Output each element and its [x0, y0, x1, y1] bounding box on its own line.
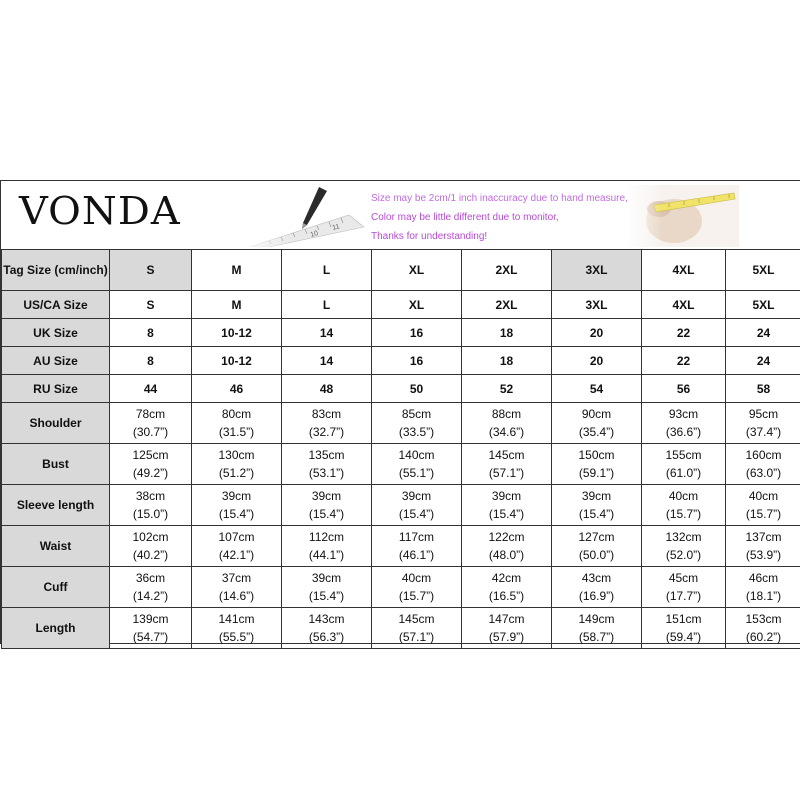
size-cell: 24: [726, 319, 800, 347]
cm-value: 36cm: [135, 571, 166, 585]
size-cell: L: [282, 250, 372, 291]
inch-value: (57.1”): [488, 466, 525, 480]
measuring-tape-hand-illustration: [629, 185, 739, 247]
size-cell: M: [192, 250, 282, 291]
measure-cell: [642, 526, 726, 567]
cm-value: 130cm: [218, 448, 255, 462]
measure-cell: [282, 608, 372, 649]
cm-value: 145cm: [488, 448, 525, 462]
measure-cell: [462, 567, 552, 608]
measure-cell: [110, 526, 192, 567]
measure-cell: [462, 444, 552, 485]
measure-cell: [282, 567, 372, 608]
inch-value: (55.5”): [218, 630, 255, 644]
size-cell: 5XL: [726, 291, 800, 319]
cm-value: 46cm: [748, 571, 779, 585]
size-cell: M: [192, 291, 282, 319]
cm-value: 102cm: [132, 530, 169, 544]
measure-cell: [372, 403, 462, 444]
measure-cell: [110, 608, 192, 649]
size-cell: 14: [282, 347, 372, 375]
inch-value: (54.7”): [132, 630, 169, 644]
measure-cell: [726, 485, 800, 526]
measure-cell: [282, 485, 372, 526]
cm-value: 151cm: [665, 612, 702, 626]
cm-value: 39cm: [311, 571, 342, 585]
row-label: Shoulder: [2, 403, 110, 444]
measure-cell: [282, 403, 372, 444]
cm-value: 153cm: [745, 612, 782, 626]
size-cell: S: [110, 291, 192, 319]
row-bust: [2, 444, 800, 485]
size-cell: 20: [552, 319, 642, 347]
measure-cell: [282, 526, 372, 567]
cm-value: 40cm: [668, 489, 699, 503]
brand-logo: VONDA: [19, 189, 181, 233]
size-cell: 18: [462, 319, 552, 347]
inch-value: (57.9”): [488, 630, 525, 644]
cm-value: 147cm: [488, 612, 525, 626]
inch-value: (44.1”): [308, 548, 345, 562]
cm-value: 107cm: [218, 530, 255, 544]
row-label: Sleeve length: [2, 485, 110, 526]
size-cell: S: [110, 250, 192, 291]
measure-cell: [726, 567, 800, 608]
inch-value: (37.4”): [745, 425, 782, 439]
row-label: US/CA Size: [2, 291, 110, 319]
inch-value: (34.6”): [488, 425, 525, 439]
measure-cell: [552, 485, 642, 526]
inch-value: (42.1”): [218, 548, 255, 562]
measure-cell: [110, 485, 192, 526]
measure-cell: [552, 567, 642, 608]
measure-cell: [462, 526, 552, 567]
size-cell: 54: [552, 375, 642, 403]
row-uk-size: [2, 319, 800, 347]
size-cell: 10-12: [192, 319, 282, 347]
cm-value: 122cm: [488, 530, 525, 544]
measure-cell: [552, 403, 642, 444]
row-label: Length: [2, 608, 110, 649]
cm-value: 132cm: [665, 530, 702, 544]
inch-value: (15.0”): [132, 507, 169, 521]
inch-value: (63.0”): [745, 466, 782, 480]
measure-cell: [372, 567, 462, 608]
row-label: Tag Size (cm/inch): [2, 250, 110, 291]
cm-value: 39cm: [581, 489, 612, 503]
inch-value: (53.1”): [308, 466, 345, 480]
inch-value: (50.0”): [578, 548, 615, 562]
inch-value: (15.7”): [665, 507, 702, 521]
inch-value: (60.2”): [745, 630, 782, 644]
size-cell: 18: [462, 347, 552, 375]
size-chart: [0, 180, 800, 644]
cm-value: 85cm: [401, 407, 432, 421]
inch-value: (58.7”): [578, 630, 615, 644]
inch-value: (15.4”): [578, 507, 615, 521]
cm-value: 90cm: [581, 407, 612, 421]
inch-value: (14.2”): [132, 589, 169, 603]
cm-value: 145cm: [398, 612, 435, 626]
size-cell: 22: [642, 319, 726, 347]
size-cell: 22: [642, 347, 726, 375]
measure-cell: [726, 403, 800, 444]
note-color-difference: Color may be little different due to monitor,: [371, 212, 559, 223]
measure-cell: [192, 526, 282, 567]
measure-cell: [192, 567, 282, 608]
cm-value: 150cm: [578, 448, 615, 462]
row-ru-size: [2, 375, 800, 403]
measure-cell: [642, 567, 726, 608]
cm-value: 88cm: [491, 407, 522, 421]
measure-cell: [372, 444, 462, 485]
cm-value: 135cm: [308, 448, 345, 462]
size-cell: XL: [372, 250, 462, 291]
size-cell: 48: [282, 375, 372, 403]
measure-cell: [726, 444, 800, 485]
measure-cell: [642, 608, 726, 649]
measure-cell: [372, 526, 462, 567]
cm-value: 160cm: [745, 448, 782, 462]
inch-value: (55.1”): [398, 466, 435, 480]
row-tag-size: [2, 250, 800, 291]
inch-value: (32.7”): [308, 425, 345, 439]
cm-value: 80cm: [221, 407, 252, 421]
inch-value: (30.7”): [132, 425, 169, 439]
inch-value: (48.0”): [488, 548, 525, 562]
row-label: RU Size: [2, 375, 110, 403]
cm-value: 117cm: [398, 530, 435, 544]
cm-value: 141cm: [218, 612, 255, 626]
measure-cell: [192, 444, 282, 485]
measure-cell: [192, 608, 282, 649]
size-cell: 5XL: [726, 250, 800, 291]
size-cell: XL: [372, 291, 462, 319]
size-cell: 56: [642, 375, 726, 403]
size-cell: 3XL: [552, 291, 642, 319]
measure-cell: [110, 403, 192, 444]
inch-value: (40.2”): [132, 548, 169, 562]
inch-value: (31.5”): [218, 425, 255, 439]
disclaimer-notes: [371, 189, 631, 246]
inch-value: (15.4”): [308, 507, 345, 521]
cm-value: 40cm: [748, 489, 779, 503]
cm-value: 78cm: [135, 407, 166, 421]
inch-value: (59.4”): [665, 630, 702, 644]
row-cuff: [2, 567, 800, 608]
row-waist: [2, 526, 800, 567]
note-thanks: Thanks for understanding!: [371, 231, 488, 242]
inch-value: (33.5”): [398, 425, 435, 439]
size-cell: 58: [726, 375, 800, 403]
cm-value: 39cm: [401, 489, 432, 503]
inch-value: (16.5”): [488, 589, 525, 603]
size-cell: 16: [372, 319, 462, 347]
inch-value: (15.4”): [398, 507, 435, 521]
inch-value: (15.7”): [745, 507, 782, 521]
measure-cell: [462, 485, 552, 526]
inch-value: (15.4”): [488, 507, 525, 521]
cm-value: 42cm: [491, 571, 522, 585]
inch-value: (61.0”): [665, 466, 702, 480]
row-label: Waist: [2, 526, 110, 567]
measure-cell: [726, 526, 800, 567]
inch-value: (18.1”): [745, 589, 782, 603]
cm-value: 38cm: [135, 489, 166, 503]
size-cell: 44: [110, 375, 192, 403]
cm-value: 140cm: [398, 448, 435, 462]
measure-cell: [642, 444, 726, 485]
inch-value: (52.0”): [665, 548, 702, 562]
cm-value: 143cm: [308, 612, 345, 626]
measure-cell: [110, 567, 192, 608]
inch-value: (57.1”): [398, 630, 435, 644]
cm-value: 125cm: [132, 448, 169, 462]
inch-value: (14.6”): [218, 589, 255, 603]
inch-value: (35.4”): [578, 425, 615, 439]
row-au-size: [2, 347, 800, 375]
size-cell: 2XL: [462, 250, 552, 291]
cm-value: 149cm: [578, 612, 615, 626]
measure-cell: [372, 485, 462, 526]
row-us-ca-size: [2, 291, 800, 319]
cm-value: 83cm: [311, 407, 342, 421]
inch-value: (15.4”): [308, 589, 345, 603]
cm-value: 45cm: [668, 571, 699, 585]
size-cell: 46: [192, 375, 282, 403]
size-cell: 24: [726, 347, 800, 375]
size-cell: 20: [552, 347, 642, 375]
measure-cell: [110, 444, 192, 485]
cm-value: 43cm: [581, 571, 612, 585]
size-cell: 8: [110, 319, 192, 347]
cm-value: 40cm: [401, 571, 432, 585]
row-label: UK Size: [2, 319, 110, 347]
inch-value: (16.9”): [578, 589, 615, 603]
cm-value: 95cm: [748, 407, 779, 421]
note-measure-accuracy: Size may be 2cm/1 inch inaccuracy due to hand measure,: [371, 193, 628, 204]
measure-cell: [552, 444, 642, 485]
inch-value: (15.4”): [218, 507, 255, 521]
measure-cell: [552, 526, 642, 567]
size-cell: 16: [372, 347, 462, 375]
inch-value: (15.7”): [398, 589, 435, 603]
size-cell: 4XL: [642, 291, 726, 319]
cm-value: 127cm: [578, 530, 615, 544]
cm-value: 139cm: [132, 612, 169, 626]
measure-cell: [552, 608, 642, 649]
inch-value: (46.1”): [398, 548, 435, 562]
inch-value: (56.3”): [308, 630, 345, 644]
inch-value: (59.1”): [578, 466, 615, 480]
size-table: [1, 249, 800, 649]
measure-cell: [462, 608, 552, 649]
size-cell: 14: [282, 319, 372, 347]
measure-cell: [282, 444, 372, 485]
size-cell: 4XL: [642, 250, 726, 291]
row-label: Cuff: [2, 567, 110, 608]
size-cell: 3XL: [552, 250, 642, 291]
measure-cell: [642, 485, 726, 526]
size-cell: L: [282, 291, 372, 319]
cm-value: 37cm: [221, 571, 252, 585]
size-cell: 50: [372, 375, 462, 403]
row-shoulder: [2, 403, 800, 444]
row-label: Bust: [2, 444, 110, 485]
cm-value: 93cm: [668, 407, 699, 421]
measure-cell: [642, 403, 726, 444]
inch-value: (49.2”): [132, 466, 169, 480]
inch-value: (51.2”): [218, 466, 255, 480]
row-sleeve-length: [2, 485, 800, 526]
pen-ruler-illustration: [239, 185, 369, 247]
inch-value: (36.6”): [665, 425, 702, 439]
cm-value: 39cm: [491, 489, 522, 503]
cm-value: 112cm: [308, 530, 345, 544]
measure-cell: [192, 403, 282, 444]
measure-cell: [462, 403, 552, 444]
measure-cell: [372, 608, 462, 649]
cm-value: 39cm: [311, 489, 342, 503]
size-cell: 2XL: [462, 291, 552, 319]
size-chart-banner: [1, 181, 800, 250]
cm-value: 155cm: [665, 448, 702, 462]
cm-value: 39cm: [221, 489, 252, 503]
row-label: AU Size: [2, 347, 110, 375]
inch-value: (53.9”): [745, 548, 782, 562]
measure-cell: [726, 608, 800, 649]
size-cell: 8: [110, 347, 192, 375]
size-cell: 52: [462, 375, 552, 403]
measure-cell: [192, 485, 282, 526]
row-length: [2, 608, 800, 649]
cm-value: 137cm: [745, 530, 782, 544]
size-cell: 10-12: [192, 347, 282, 375]
inch-value: (17.7”): [665, 589, 702, 603]
